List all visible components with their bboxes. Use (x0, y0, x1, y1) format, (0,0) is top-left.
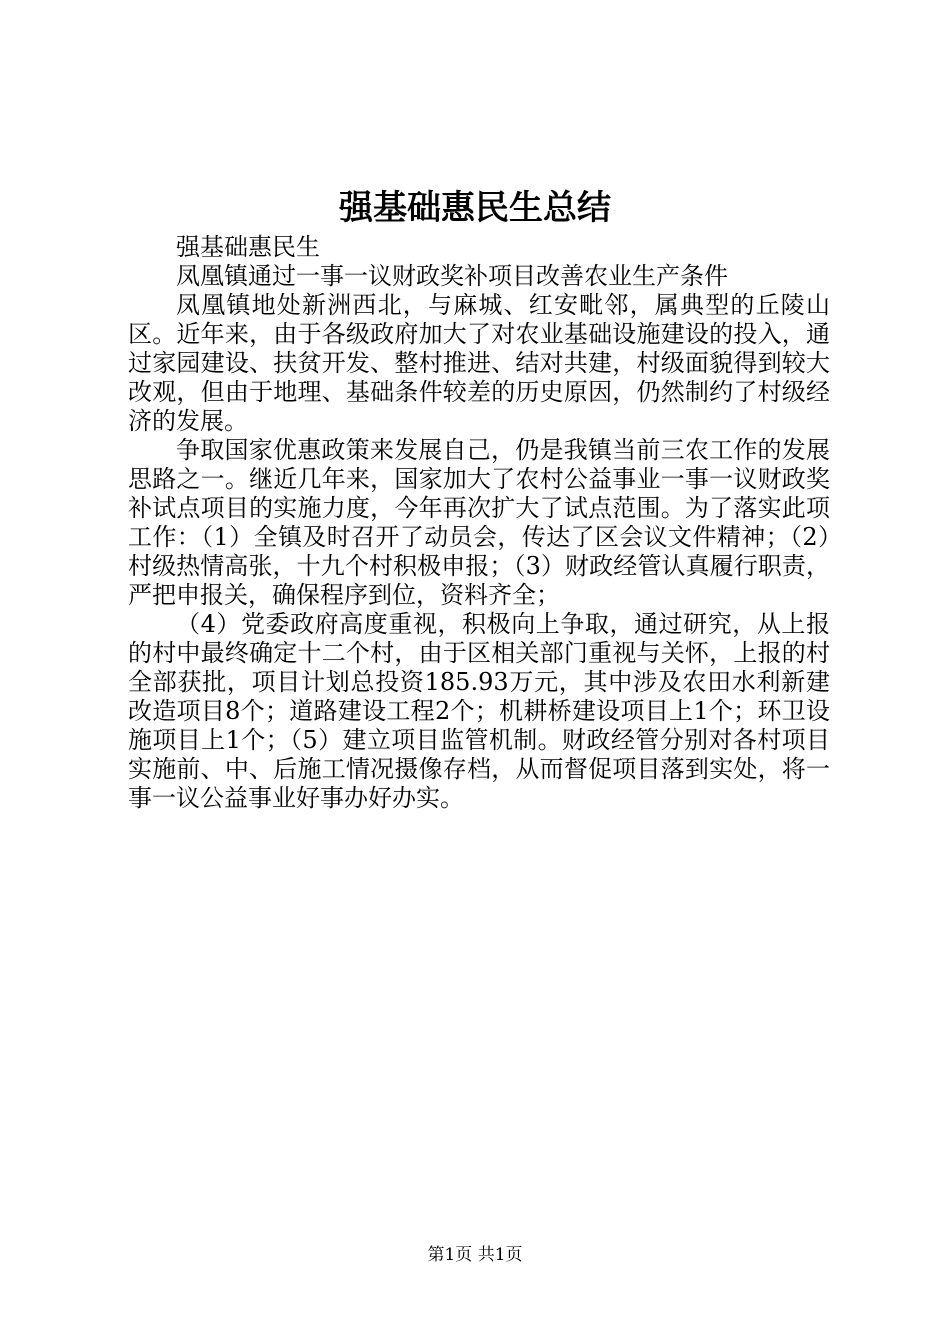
body-paragraph: （4）党委政府高度重视，积极向上争取，通过研究，从上报的村中最终确定十二个村，由于区相关部门重视与关怀，上报的村全部获批，项目计划总投资185.93万元，其中涉及农田水利新建改造项目8个；道路建设工程2个；机耕桥建设项目上1个；环卫设施项目上1个；（5）建立项目监管机制。财政经管分别对各村项目实施前、中、后施工情况摄像存档，从而督促项目落到实处，将一事一议公益事业好事办好办实。 (128, 610, 830, 812)
document-body (128, 233, 830, 813)
subtitle-paragraph: 强基础惠民生 (176, 233, 320, 261)
body-paragraph: 凤凰镇地处新洲西北，与麻城、红安毗邻，属典型的丘陵山区。近年来，由于各级政府加大了对农业基础设施建设的投入，通过家园建设、扶贫开发、整村推进、结对共建，村级面貌得到较大改观，但由于地理、基础条件较差的历史原因，仍然制约了村级经济的发展。 (128, 291, 830, 435)
page-footer: 第1页 共1页 (427, 1245, 523, 1265)
document-title: 强基础惠民生总结 (339, 188, 611, 228)
body-paragraph: 争取国家优惠政策来发展自己，仍是我镇当前三农工作的发展思路之一。继近几年来，国家加大了农村公益事业一事一议财政奖补试点项目的实施力度，今年再次扩大了试点范围。为了落实此项工作：（1）全镇及时召开了动员会，传达了区会议文件精神；（2）村级热情高张，十九个村积极申报；（3）财政经管认真履行职责，严把申报关，确保程序到位，资料齐全； (128, 436, 830, 609)
headline-paragraph: 凤凰镇通过一事一议财政奖补项目改善农业生产条件 (176, 262, 728, 290)
